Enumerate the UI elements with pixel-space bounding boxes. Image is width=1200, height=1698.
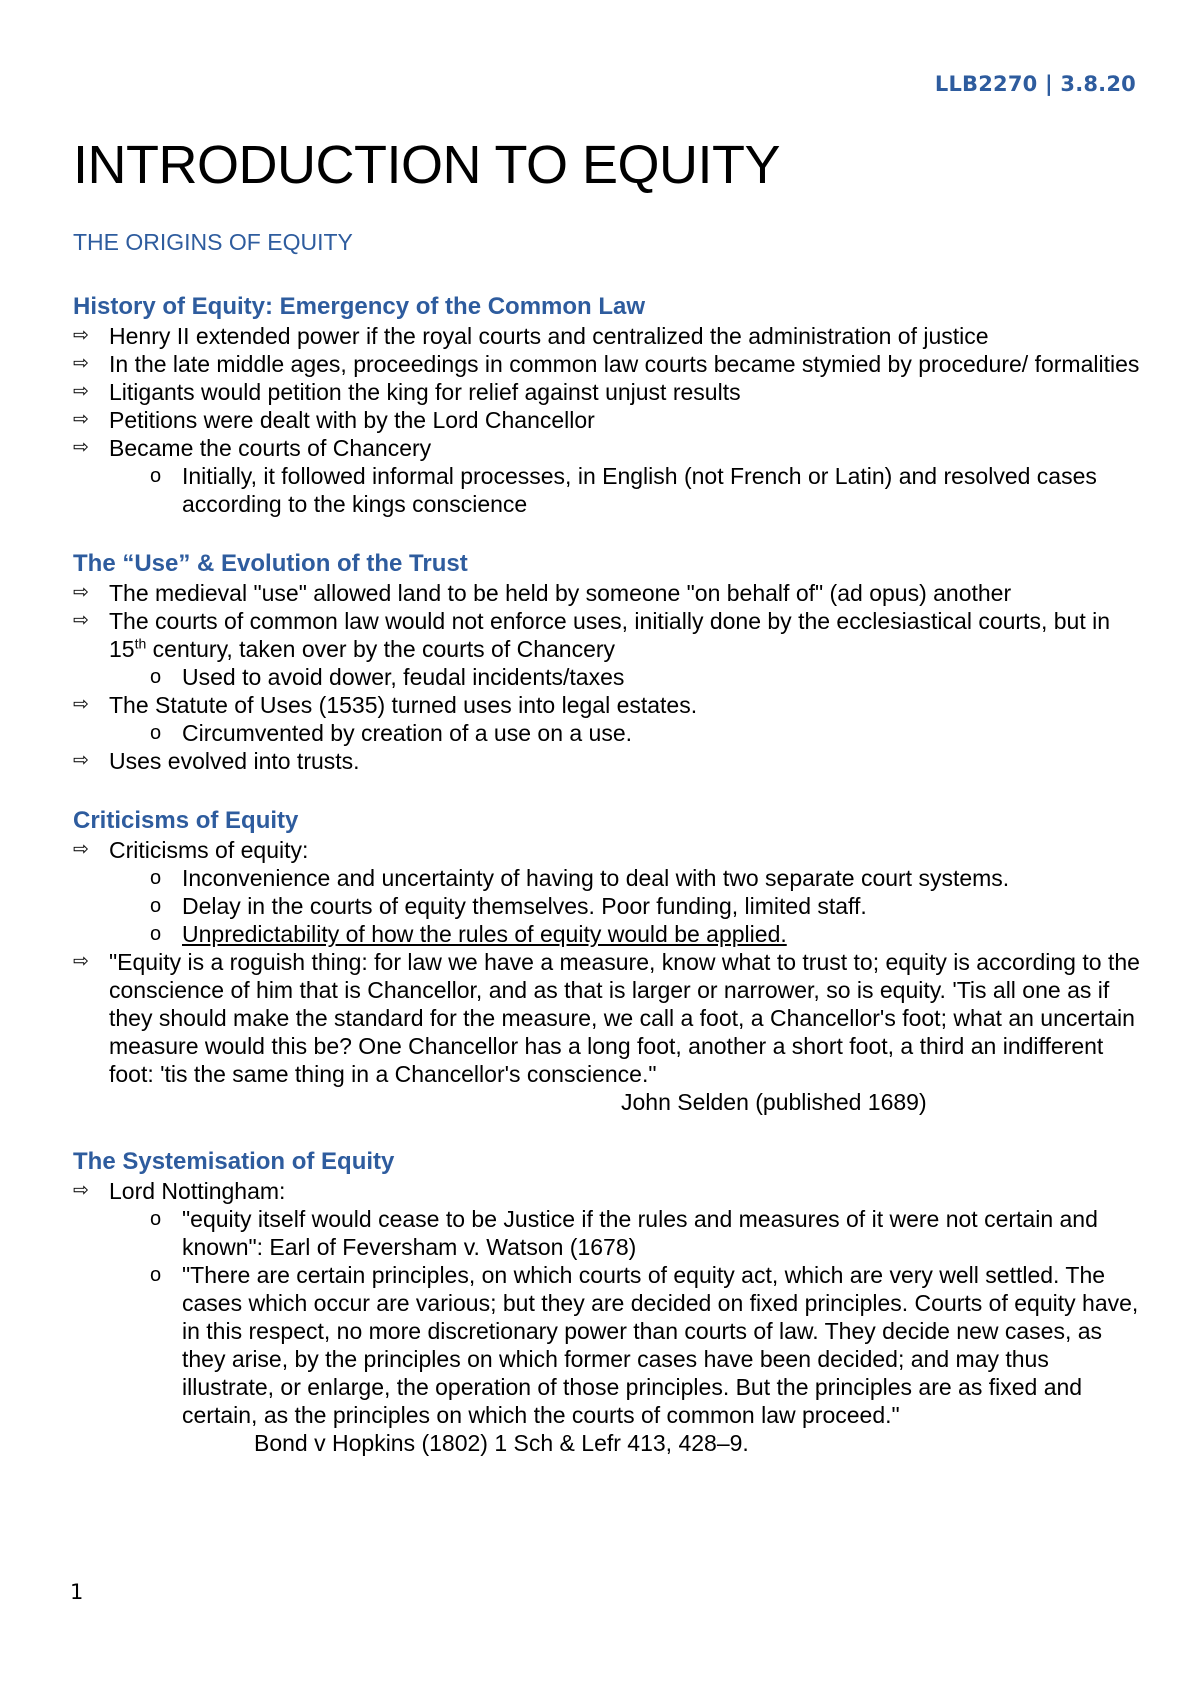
list-item: ⇨ Litigants would petition the king for relief against unjust results xyxy=(73,379,741,405)
list-item: ⇨ In the late middle ages, proceedings in common law courts became stymied by procedure/ formalities xyxy=(73,351,1140,377)
quote-attribution: John Selden (published 1689) xyxy=(621,1089,927,1115)
arrow-icon: ⇨ xyxy=(73,409,89,430)
list-item: ⇨ Criticisms of equity: xyxy=(73,837,309,863)
sub-list-item: o Used to avoid dower, feudal incidents/taxes xyxy=(150,664,625,690)
section-heading: History of Equity: Emergency of the Common Law xyxy=(73,293,646,320)
section-criticisms xyxy=(73,807,1143,1116)
section-systemisation xyxy=(73,1148,1143,1457)
section-heading: Criticisms of Equity xyxy=(73,807,299,834)
bullet-icon: o xyxy=(150,465,162,487)
page-number: 1 xyxy=(70,1580,84,1604)
bullet-icon: o xyxy=(150,666,162,688)
arrow-icon: ⇨ xyxy=(73,381,89,402)
sub-list-item: o Initially, it followed informal processes, in English (not French or Latin) and resolved cases according to the kings conscience xyxy=(150,463,1097,517)
sub-list-item: o "There are certain principles, on which courts of equity act, which are very well settled. The cases which occur are various; but they are decided on fixed principles. Courts of equity have, in this respect, no more discretionary power than courts of law. They decide new cases, as they arise, by the principles on which former cases have been decided; and may thus illustrate, or enlarge, the operation of those principles. But the principles are as fixed and certain, as the principles on which the courts of common law proceed." xyxy=(150,1262,1139,1428)
superscript: th xyxy=(134,635,147,652)
arrow-icon: ⇨ xyxy=(73,839,89,860)
section-history xyxy=(73,293,1143,518)
arrow-icon: ⇨ xyxy=(73,750,89,771)
arrow-icon: ⇨ xyxy=(73,353,89,374)
bullet-icon: o xyxy=(150,1208,162,1230)
list-item: ⇨ The Statute of Uses (1535) turned uses into legal estates. xyxy=(73,692,698,718)
sub-list-item: o Unpredictability of how the rules of equity would be applied. xyxy=(150,921,787,947)
arrow-icon: ⇨ xyxy=(73,951,89,972)
arrow-icon: ⇨ xyxy=(73,325,89,346)
list-item: ⇨ The courts of common law would not enforce uses, initially done by the ecclesiastical courts, but in 15th century, taken over by the courts of Chancery xyxy=(73,608,1110,662)
sub-list-item: o "equity itself would cease to be Justice if the rules and measures of it were not certain and known": Earl of Feversham v. Watson (1678) xyxy=(150,1206,1098,1260)
arrow-icon: ⇨ xyxy=(73,437,89,458)
section-heading: The “Use” & Evolution of the Trust xyxy=(73,550,468,577)
list-item: ⇨ Became the courts of Chancery xyxy=(73,435,432,461)
section-heading: The Systemisation of Equity xyxy=(73,1148,395,1175)
list-item: ⇨ Uses evolved into trusts. xyxy=(73,748,360,774)
header-code: LLB2270 | 3.8.20 xyxy=(934,72,1136,96)
sub-list-item: o Delay in the courts of equity themselves. Poor funding, limited staff. xyxy=(150,893,867,919)
list-item: ⇨ Lord Nottingham: xyxy=(73,1178,286,1204)
arrow-icon: ⇨ xyxy=(73,582,89,603)
quote-attribution: Bond v Hopkins (1802) 1 Sch & Lefr 413, 428–9. xyxy=(254,1430,749,1456)
page-title: INTRODUCTION TO EQUITY xyxy=(73,135,781,195)
arrow-icon: ⇨ xyxy=(73,610,89,631)
origins-heading: THE ORIGINS OF EQUITY xyxy=(73,229,353,255)
sub-list-item: o Circumvented by creation of a use on a use. xyxy=(150,720,633,746)
section-use xyxy=(73,550,1143,775)
bullet-icon: o xyxy=(150,1264,162,1286)
arrow-icon: ⇨ xyxy=(73,1180,89,1201)
list-item: ⇨ The medieval "use" allowed land to be held by someone "on behalf of" (ad opus) another xyxy=(73,580,1012,606)
quote-item: ⇨ "Equity is a roguish thing: for law we have a measure, know what to trust to; equity is according to the conscience of him that is Chancellor, and as that is larger or narrower, so is equity. 'Tis all one as if they should make the standard for the measure, we call a foot, a Chancellor's foot; what an uncertain measure would this be? One Chancellor has a long foot, another a short foot, a third an indifferent foot: 'tis the same thing in a Chancellor's conscience." xyxy=(73,949,1140,1087)
arrow-icon: ⇨ xyxy=(73,694,89,715)
list-item: ⇨ Henry II extended power if the royal courts and centralized the administration of justice xyxy=(73,323,989,349)
list-item: ⇨ Petitions were dealt with by the Lord Chancellor xyxy=(73,407,595,433)
document-body xyxy=(73,293,1143,1489)
sub-list-item: o Inconvenience and uncertainty of having to deal with two separate court systems. xyxy=(150,865,1010,891)
bullet-icon: o xyxy=(150,867,162,889)
bullet-icon: o xyxy=(150,722,162,744)
bullet-icon: o xyxy=(150,923,162,945)
bullet-icon: o xyxy=(150,895,162,917)
